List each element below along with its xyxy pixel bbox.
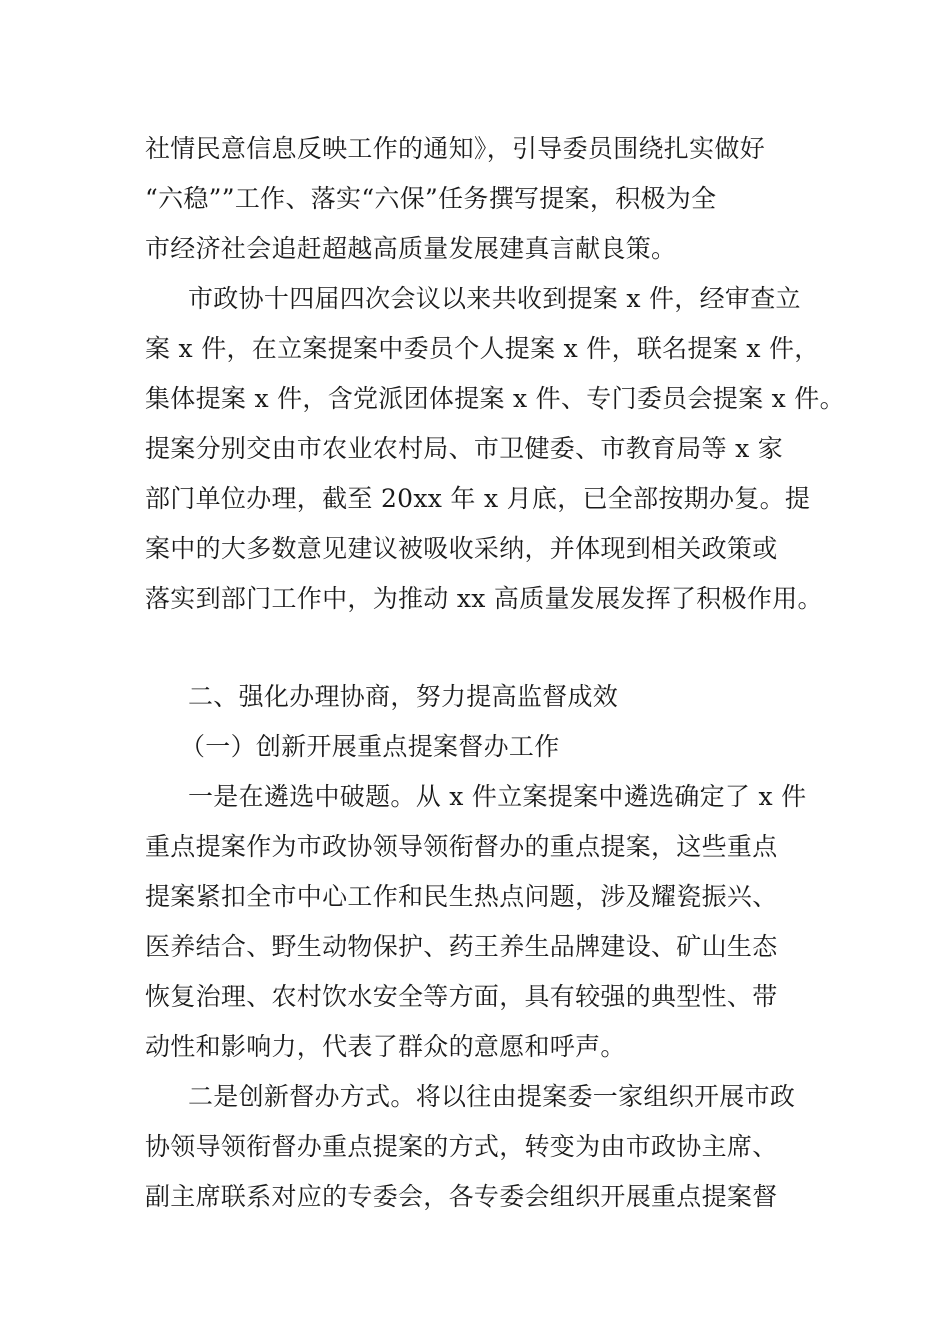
text-line-5: 案 x 件，在立案提案中委员个人提案 x 件，联名提案 x 件， xyxy=(145,334,820,363)
text-line-8: 部门单位办理，截至 20xx 年 x 月底，已全部按期办复。提 xyxy=(145,484,811,513)
text-line-3: 市经济社会追赶超越高质量发展建真言献良策。 xyxy=(145,234,677,263)
text-line-17: 恢复治理、农村饮水安全等方面，具有较强的典型性、带 xyxy=(145,982,778,1011)
text-line-15: 提案紧扣全市中心工作和民生热点问题，涉及耀瓷振兴、 xyxy=(145,882,778,911)
section-heading: 二、强化办理协商，努力提高监督成效 xyxy=(188,682,619,711)
subsection-heading: （一）创新开展重点提案督办工作 xyxy=(180,732,560,761)
text-line-16: 医养结合、野生动物保护、药王养生品牌建设、矿山生态 xyxy=(145,932,778,961)
text-line-10: 落实到部门工作中，为推动 xx 高质量发展发挥了积极作用。 xyxy=(145,584,823,613)
paragraph-start-line: 一是在遴选中破题。从 x 件立案提案中遴选确定了 x 件 xyxy=(188,782,807,811)
text-line-18: 动性和影响力，代表了群众的意愿和呼声。 xyxy=(145,1032,626,1061)
text-line-7: 提案分别交由市农业农村局、市卫健委、市教育局等 x 家 xyxy=(145,434,784,463)
paragraph-start-line: 市政协十四届四次会议以来共收到提案 x 件，经审查立 xyxy=(188,284,801,313)
paragraph-start-line: 二是创新督办方式。将以往由提案委一家组织开展市政 xyxy=(188,1082,796,1111)
text-line-6: 集体提案 x 件，含党派团体提案 x 件、专门委员会提案 x 件。 xyxy=(145,384,845,413)
text-line-21: 副主席联系对应的专委会，各专委会组织开展重点提案督 xyxy=(145,1182,778,1211)
text-line-14: 重点提案作为市政协领导领衔督办的重点提案，这些重点 xyxy=(145,832,778,861)
text-line-1: 社情民意信息反映工作的通知》，引导委员围绕扎实做好 xyxy=(145,134,766,163)
text-line-9: 案中的大多数意见建议被吸收采纳，并体现到相关政策或 xyxy=(145,534,778,563)
text-line-20: 协领导领衔督办重点提案的方式，转变为由市政协主席、 xyxy=(145,1132,778,1161)
text-line-2: “六稳””工作、落实“六保”任务撰写提案，积极为全 xyxy=(145,184,717,213)
